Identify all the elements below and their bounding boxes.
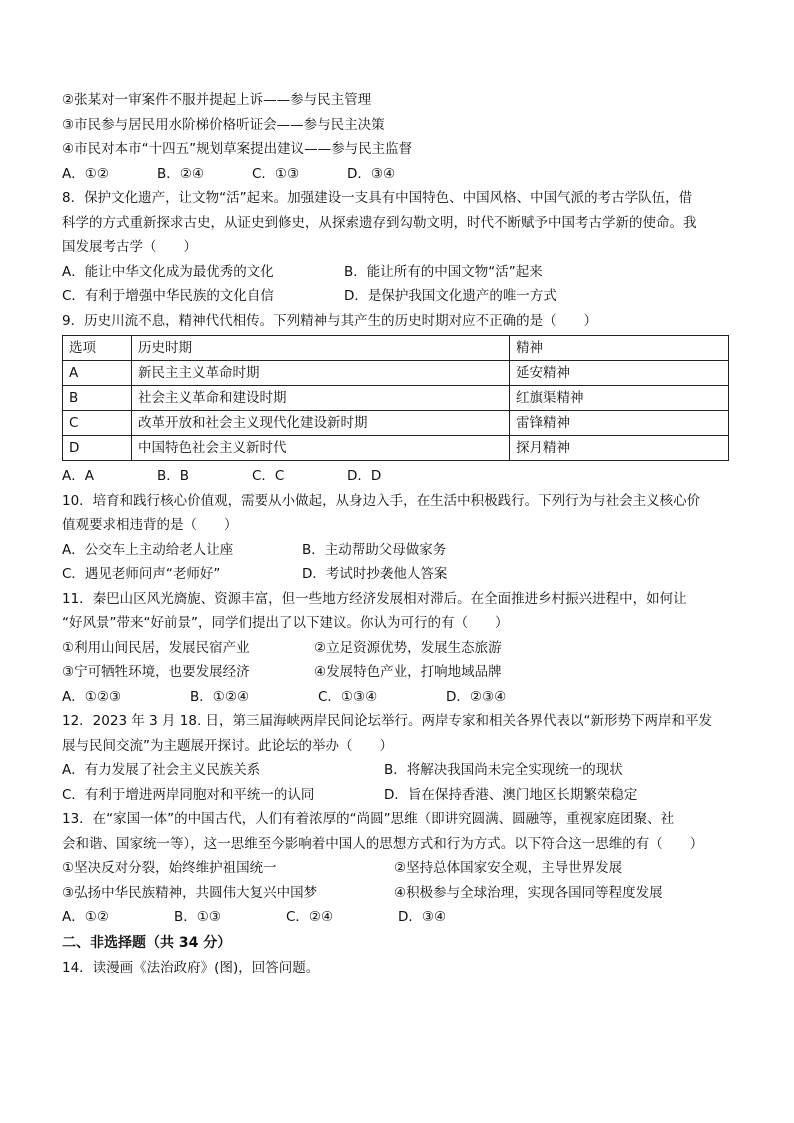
q13-option-c[interactable]: C．②④ [286, 909, 334, 925]
q9-cell-option: A [63, 361, 132, 386]
table-row [63, 361, 729, 386]
q11-option-c[interactable]: C．①③④ [318, 688, 378, 705]
q10-option-c[interactable]: C．遇见老师问声“老师好” [62, 566, 221, 582]
q13-item-1: ①坚决反对分裂，始终维护祖国统一 [62, 860, 277, 876]
q10-option-b[interactable]: B．主动帮助父母做家务 [302, 541, 447, 558]
q9-header-option: 选项 [63, 336, 132, 361]
q9-cell-spirit: 延安精神 [510, 361, 729, 386]
q8-option-b[interactable]: B．能让所有的中国文物“活”起来 [344, 263, 543, 280]
q12-option-a[interactable]: A．有力发展了社会主义民族关系 [62, 762, 261, 778]
q7-option-c[interactable]: C．①③ [252, 165, 300, 182]
q13-item-3: ③弘扬中华民族精神，共圆伟大复兴中国梦 [62, 884, 318, 901]
table-row [63, 386, 729, 411]
q13-stem-line-1: 13．在“家国一体”的中国古代，人们有着浓厚的“尚圆”思维（即讲究圆满、圆融等，重视家庭团聚、社 [62, 811, 675, 827]
q8-stem-line-1: 8．保护文化遗产，让文物“活”起来。加强建设一支具有中国特色、中国风格、中国气派的考古学队伍，借 [62, 190, 693, 206]
q9-cell-period: 中国特色社会主义新时代 [132, 436, 510, 461]
q10-stem-line-2: 值观要求相违背的是（ ） [62, 517, 238, 533]
q8-option-d[interactable]: D．是保护我国文化遗产的唯一方式 [344, 288, 557, 304]
q9-options [62, 464, 734, 489]
section-heading: 二、非选择题（共 34 分） [62, 934, 232, 951]
q13-item-2: ②坚持总体国家安全观，主导世界发展 [394, 860, 623, 876]
q9-cell-period: 新民主主义革命时期 [132, 361, 510, 386]
q7-options [62, 162, 734, 187]
q12-option-c[interactable]: C．有利于增进两岸同胞对和平统一的认同 [62, 786, 315, 803]
q13-option-b[interactable]: B．①③ [174, 909, 221, 925]
q13-item-4: ④积极参与全球治理，实现各国同等程度发展 [394, 884, 663, 901]
q9-header-period: 历史时期 [132, 336, 510, 361]
q9-header-spirit: 精神 [510, 336, 729, 361]
q11-option-d[interactable]: D．②③④ [446, 688, 507, 705]
q12-option-b[interactable]: B．将解决我国尚未完全实现统一的现状 [384, 762, 623, 778]
q10-stem-line-1: 10．培育和践行核心价值观，需要从小做起，从身边入手，在生活中积极践行。下列行为与社会主义核心价 [62, 492, 701, 509]
q10-options-row-2 [62, 562, 734, 587]
q11-item-4: ④发展特色产业，打响地域品牌 [314, 664, 502, 680]
q10-option-a[interactable]: A．公交车上主动给老人让座 [62, 541, 234, 558]
q8-option-c[interactable]: C．有利于增强中华民族的文化自信 [62, 288, 274, 304]
q11-item-1: ①利用山间民居，发展民宿产业 [62, 639, 250, 656]
q12-option-d[interactable]: D．旨在保持香港、澳门地区长期繁荣稳定 [384, 786, 638, 803]
q13-items-row-2 [62, 881, 734, 906]
q9-option-d[interactable]: D．D [347, 468, 382, 484]
q9-cell-option: D [63, 436, 132, 461]
q11-items-row-2 [62, 660, 734, 685]
q9-table-header [63, 336, 729, 361]
q13-option-a[interactable]: A．①② [62, 909, 109, 925]
q12-stem-line-1: 12．2023 年 3 月 18. 日，第三届海峡两岸民间论坛举行。两岸专家和相关各界代表以“新形势下两岸和平发 [62, 713, 713, 729]
q7-option-d[interactable]: D．③④ [347, 165, 396, 182]
q10-options-row-1 [62, 538, 734, 563]
q9-option-c[interactable]: C．C [252, 468, 285, 484]
q7-item-4: ④市民对本市“十四五”规划草案提出建议——参与民主监督 [62, 141, 413, 157]
q9-cell-spirit: 雷锋精神 [510, 411, 729, 436]
q13-option-d[interactable]: D．③④ [398, 909, 447, 925]
table-row [63, 411, 729, 436]
q9-option-a[interactable]: A．A [62, 468, 94, 484]
q11-option-a[interactable]: A．①②③ [62, 688, 122, 705]
q11-stem-line-2: “好风景”带来“好前景”，同学们提出了以下建议。你认为可行的有（ ） [62, 615, 509, 631]
q13-stem-line-2: 会和谐、国家统一等），这一思维至今影响着中国人的思想方式和行为方式。以下符合这一思维的有（ ） [62, 835, 704, 852]
q8-option-a[interactable]: A．能让中华文化成为最优秀的文化 [62, 263, 274, 280]
q7-item-2: ②张某对一审案件不服并提起上诉——参与民主管理 [62, 92, 372, 108]
q11-options [62, 685, 734, 710]
q9-cell-option: B [63, 386, 132, 411]
q11-option-b[interactable]: B．①②④ [190, 688, 250, 705]
q12-stem-line-2: 展与民间交流”为主题展开探讨。此论坛的举办（ ） [62, 737, 393, 754]
q8-stem-line-3: 国发展考古学（ ） [62, 239, 197, 255]
q9-table [62, 335, 729, 461]
q7-item-3: ③市民参与居民用水阶梯价格听证会——参与民主决策 [62, 116, 385, 133]
q11-stem-line-1: 11．秦巴山区风光旖旎、资源丰富，但一些地方经济发展相对滞后。在全面推进乡村振兴进程中，如何让 [62, 590, 687, 607]
q10-option-d[interactable]: D．考试时抄袭他人答案 [302, 566, 448, 582]
q12-options-row-1 [62, 758, 734, 783]
q7-option-a[interactable]: A．①② [62, 165, 109, 182]
q14-stem: 14．读漫画《法治政府》(图)，回答问题。 [62, 959, 320, 976]
q8-options-row-2 [62, 284, 734, 309]
q9-cell-option: C [63, 411, 132, 436]
q11-items-row-1 [62, 636, 734, 661]
table-row [63, 436, 729, 461]
q9-cell-spirit: 红旗渠精神 [510, 386, 729, 411]
q11-item-3: ③宁可牺牲环境，也要发展经济 [62, 664, 250, 680]
q7-option-b[interactable]: B．②④ [157, 165, 204, 182]
q8-options-row-1 [62, 260, 734, 285]
q13-items-row-1 [62, 856, 734, 881]
exam-page [62, 88, 734, 980]
q9-cell-period: 社会主义革命和建设时期 [132, 386, 510, 411]
q9-cell-period: 改革开放和社会主义现代化建设新时期 [132, 411, 510, 436]
q9-cell-spirit: 探月精神 [510, 436, 729, 461]
q13-options [62, 905, 734, 930]
q8-stem-line-2: 科学的方式重新探求古史，从证史到修史，从探索遗存到勾勒文明，时代不断赋予中国考古学新的使命。我 [62, 214, 697, 231]
q9-option-b[interactable]: B．B [157, 468, 190, 484]
q11-item-2: ②立足资源优势，发展生态旅游 [314, 639, 502, 656]
q9-stem: 9．历史川流不息，精神代代相传。下列精神与其产生的历史时期对应不正确的是（ ） [62, 312, 598, 329]
q12-options-row-2 [62, 783, 734, 808]
